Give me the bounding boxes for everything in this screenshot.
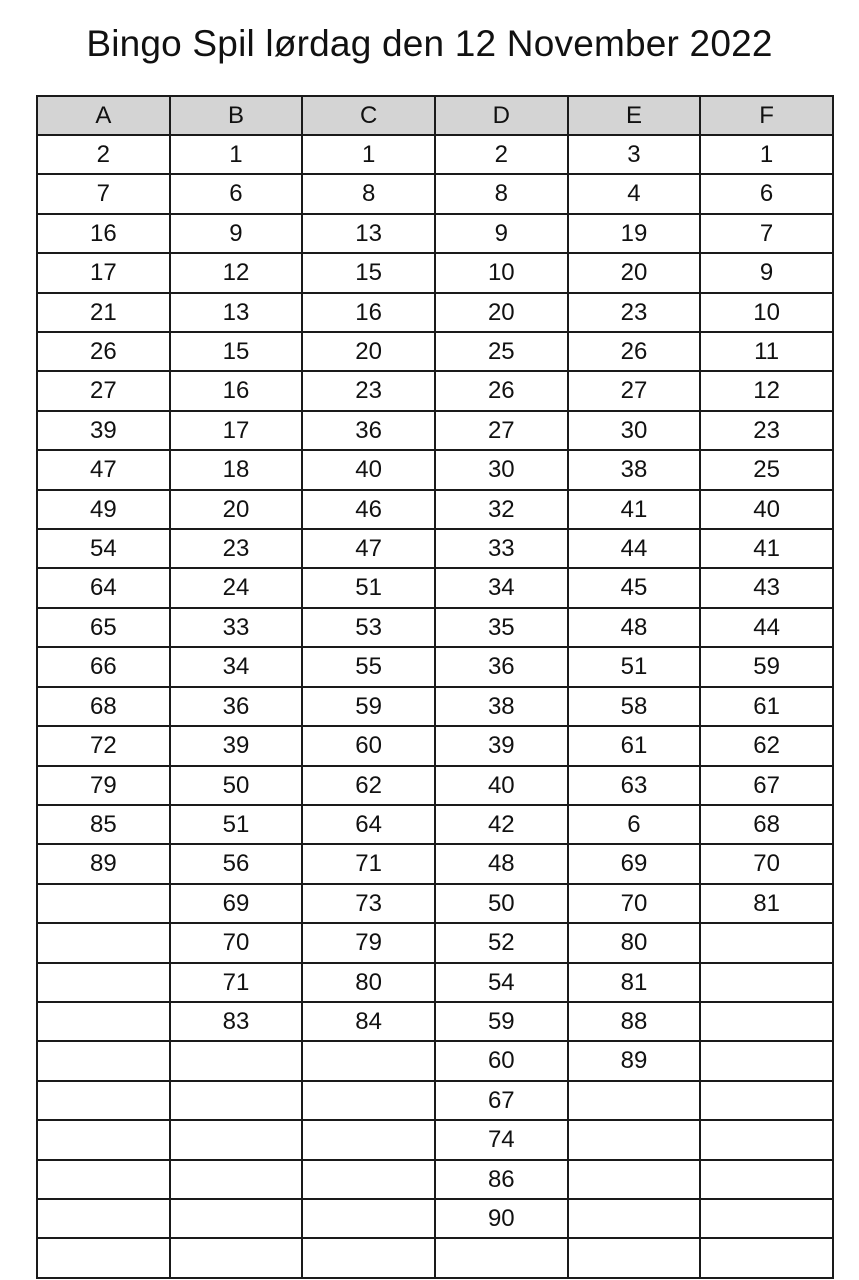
table-cell-a: 47	[37, 450, 170, 489]
table-cell-a: 39	[37, 411, 170, 450]
table-cell-b: 24	[170, 568, 303, 607]
table-cell-c	[302, 1238, 435, 1277]
table-cell-a: 2	[37, 135, 170, 174]
table-cell-d: 86	[435, 1160, 568, 1199]
table-cell-d: 25	[435, 332, 568, 371]
table-cell-c: 16	[302, 293, 435, 332]
table-cell-e: 58	[568, 687, 701, 726]
table-cell-c: 1	[302, 135, 435, 174]
table-cell-b	[170, 1238, 303, 1277]
table-cell-d: 26	[435, 371, 568, 410]
table-cell-a: 72	[37, 726, 170, 765]
table-cell-f: 81	[700, 884, 833, 923]
table-cell-d: 40	[435, 766, 568, 805]
table-cell-e	[568, 1199, 701, 1238]
table-row	[37, 687, 833, 726]
table-cell-a	[37, 923, 170, 962]
table-cell-e	[568, 1160, 701, 1199]
column-header-b: B	[170, 96, 303, 135]
table-cell-a: 65	[37, 608, 170, 647]
table-cell-e: 81	[568, 963, 701, 1002]
table-cell-a: 89	[37, 844, 170, 883]
table-row	[37, 766, 833, 805]
table-row	[37, 174, 833, 213]
table-cell-e: 48	[568, 608, 701, 647]
table-cell-b	[170, 1199, 303, 1238]
table-cell-e: 44	[568, 529, 701, 568]
table-row	[37, 1120, 833, 1159]
table-cell-f: 68	[700, 805, 833, 844]
table-cell-b	[170, 1120, 303, 1159]
column-header-f: F	[700, 96, 833, 135]
table-cell-e: 88	[568, 1002, 701, 1041]
table-cell-c: 46	[302, 490, 435, 529]
table-row	[37, 1002, 833, 1041]
table-cell-c: 8	[302, 174, 435, 213]
table-cell-b: 13	[170, 293, 303, 332]
table-cell-a: 26	[37, 332, 170, 371]
table-cell-b: 36	[170, 687, 303, 726]
table-cell-e: 23	[568, 293, 701, 332]
table-cell-a	[37, 1199, 170, 1238]
table-cell-d: 35	[435, 608, 568, 647]
table-cell-c: 73	[302, 884, 435, 923]
table-cell-b: 1	[170, 135, 303, 174]
table-cell-d: 9	[435, 214, 568, 253]
table-cell-c: 36	[302, 411, 435, 450]
table-cell-f: 9	[700, 253, 833, 292]
table-cell-e: 27	[568, 371, 701, 410]
table-cell-d: 38	[435, 687, 568, 726]
table-cell-b: 34	[170, 647, 303, 686]
table-cell-a: 16	[37, 214, 170, 253]
table-cell-c: 71	[302, 844, 435, 883]
table-cell-c: 20	[302, 332, 435, 371]
table-cell-b: 6	[170, 174, 303, 213]
table-cell-d: 27	[435, 411, 568, 450]
table-cell-a: 54	[37, 529, 170, 568]
table-cell-a	[37, 1002, 170, 1041]
table-cell-a: 68	[37, 687, 170, 726]
table-header-row	[37, 96, 833, 135]
table-cell-a	[37, 884, 170, 923]
table-cell-b	[170, 1041, 303, 1080]
table-cell-e: 20	[568, 253, 701, 292]
column-header-e: E	[568, 96, 701, 135]
table-cell-e: 30	[568, 411, 701, 450]
table-cell-e: 4	[568, 174, 701, 213]
table-cell-c	[302, 1160, 435, 1199]
table-cell-d: 90	[435, 1199, 568, 1238]
table-row	[37, 923, 833, 962]
table-cell-b: 69	[170, 884, 303, 923]
table-cell-e: 3	[568, 135, 701, 174]
table-cell-c: 59	[302, 687, 435, 726]
table-cell-b: 12	[170, 253, 303, 292]
table-cell-f: 23	[700, 411, 833, 450]
table-cell-a	[37, 1120, 170, 1159]
table-cell-f	[700, 923, 833, 962]
table-cell-f	[700, 1199, 833, 1238]
table-cell-e: 80	[568, 923, 701, 962]
table-cell-f	[700, 1081, 833, 1120]
table-cell-d: 60	[435, 1041, 568, 1080]
table-cell-b: 70	[170, 923, 303, 962]
table-row	[37, 1238, 833, 1277]
table-cell-f: 44	[700, 608, 833, 647]
table-cell-d: 34	[435, 568, 568, 607]
table-cell-d: 67	[435, 1081, 568, 1120]
table-cell-f	[700, 1238, 833, 1277]
table-cell-d: 33	[435, 529, 568, 568]
table-cell-e	[568, 1238, 701, 1277]
table-row	[37, 647, 833, 686]
table-cell-f: 11	[700, 332, 833, 371]
table-row	[37, 1041, 833, 1080]
table-cell-a: 79	[37, 766, 170, 805]
table-cell-e: 61	[568, 726, 701, 765]
table-row	[37, 568, 833, 607]
table-cell-f: 40	[700, 490, 833, 529]
page-title: Bingo Spil lørdag den 12 November 2022	[86, 23, 773, 64]
table-cell-e: 69	[568, 844, 701, 883]
table-cell-a	[37, 1041, 170, 1080]
table-cell-d: 48	[435, 844, 568, 883]
table-row	[37, 844, 833, 883]
table-cell-d: 42	[435, 805, 568, 844]
table-cell-c: 13	[302, 214, 435, 253]
table-cell-b	[170, 1081, 303, 1120]
table-cell-e: 89	[568, 1041, 701, 1080]
table-row	[37, 332, 833, 371]
table-cell-a	[37, 1238, 170, 1277]
table-cell-a: 66	[37, 647, 170, 686]
table-cell-d: 10	[435, 253, 568, 292]
table-cell-d: 2	[435, 135, 568, 174]
table-cell-b	[170, 1160, 303, 1199]
table-cell-d: 8	[435, 174, 568, 213]
table-row	[37, 371, 833, 410]
table-cell-c	[302, 1081, 435, 1120]
table-cell-a	[37, 1081, 170, 1120]
table-cell-b: 16	[170, 371, 303, 410]
table-cell-d: 36	[435, 647, 568, 686]
table-cell-c: 40	[302, 450, 435, 489]
table-cell-b: 50	[170, 766, 303, 805]
table-cell-c: 79	[302, 923, 435, 962]
table-cell-b: 15	[170, 332, 303, 371]
table-cell-b: 17	[170, 411, 303, 450]
table-cell-f: 67	[700, 766, 833, 805]
table-cell-a: 17	[37, 253, 170, 292]
table-cell-d: 32	[435, 490, 568, 529]
table-row	[37, 411, 833, 450]
table-cell-c: 84	[302, 1002, 435, 1041]
table-cell-f: 62	[700, 726, 833, 765]
table-cell-c: 15	[302, 253, 435, 292]
table-cell-b: 71	[170, 963, 303, 1002]
column-header-a: A	[37, 96, 170, 135]
table-cell-b: 23	[170, 529, 303, 568]
table-cell-a: 27	[37, 371, 170, 410]
table-cell-d: 59	[435, 1002, 568, 1041]
table-cell-e: 38	[568, 450, 701, 489]
table-cell-a: 85	[37, 805, 170, 844]
table-cell-c: 23	[302, 371, 435, 410]
table-cell-f: 70	[700, 844, 833, 883]
table-cell-d: 39	[435, 726, 568, 765]
table-cell-e: 19	[568, 214, 701, 253]
table-cell-a: 49	[37, 490, 170, 529]
table-cell-e	[568, 1081, 701, 1120]
table-cell-f	[700, 1002, 833, 1041]
table-cell-f: 10	[700, 293, 833, 332]
table-cell-d: 30	[435, 450, 568, 489]
table-cell-c: 55	[302, 647, 435, 686]
table-body	[37, 135, 833, 1278]
table-cell-e: 26	[568, 332, 701, 371]
table-cell-f: 61	[700, 687, 833, 726]
table-cell-d	[435, 1238, 568, 1277]
table-cell-f: 12	[700, 371, 833, 410]
table-cell-a	[37, 963, 170, 1002]
table-cell-b: 39	[170, 726, 303, 765]
table-row	[37, 214, 833, 253]
table-row	[37, 884, 833, 923]
table-row	[37, 608, 833, 647]
table-cell-e: 63	[568, 766, 701, 805]
table-cell-c: 47	[302, 529, 435, 568]
table-cell-c: 60	[302, 726, 435, 765]
table-cell-b: 20	[170, 490, 303, 529]
table-cell-b: 9	[170, 214, 303, 253]
table-row	[37, 963, 833, 1002]
table-cell-f: 59	[700, 647, 833, 686]
table-cell-c: 80	[302, 963, 435, 1002]
table-row	[37, 450, 833, 489]
table-cell-e: 6	[568, 805, 701, 844]
table-cell-b: 56	[170, 844, 303, 883]
table-row	[37, 135, 833, 174]
table-cell-c: 64	[302, 805, 435, 844]
table-cell-c	[302, 1041, 435, 1080]
table-row	[37, 293, 833, 332]
table-cell-e	[568, 1120, 701, 1159]
table-cell-d: 52	[435, 923, 568, 962]
column-header-d: D	[435, 96, 568, 135]
table-row	[37, 1199, 833, 1238]
table-row	[37, 726, 833, 765]
table-cell-b: 83	[170, 1002, 303, 1041]
table-cell-c: 62	[302, 766, 435, 805]
table-cell-d: 50	[435, 884, 568, 923]
table-cell-f: 7	[700, 214, 833, 253]
table-cell-f: 6	[700, 174, 833, 213]
column-header-c: C	[302, 96, 435, 135]
table-cell-a	[37, 1160, 170, 1199]
table-row	[37, 490, 833, 529]
table-cell-b: 51	[170, 805, 303, 844]
table-cell-f	[700, 1160, 833, 1199]
table-cell-a: 21	[37, 293, 170, 332]
table-cell-c	[302, 1120, 435, 1159]
table-cell-a: 64	[37, 568, 170, 607]
table-row	[37, 253, 833, 292]
table-row	[37, 529, 833, 568]
table-cell-e: 51	[568, 647, 701, 686]
table-cell-e: 45	[568, 568, 701, 607]
table-cell-d: 54	[435, 963, 568, 1002]
table-cell-b: 18	[170, 450, 303, 489]
table-cell-b: 33	[170, 608, 303, 647]
table-cell-d: 74	[435, 1120, 568, 1159]
table-cell-c: 51	[302, 568, 435, 607]
table-cell-c: 53	[302, 608, 435, 647]
table-cell-f	[700, 1041, 833, 1080]
bingo-numbers-table	[36, 95, 834, 1279]
table-cell-f: 1	[700, 135, 833, 174]
table-row	[37, 805, 833, 844]
table-cell-e: 70	[568, 884, 701, 923]
table-cell-e: 41	[568, 490, 701, 529]
table-cell-f: 43	[700, 568, 833, 607]
table-row	[37, 1160, 833, 1199]
table-row	[37, 1081, 833, 1120]
table-cell-f	[700, 963, 833, 1002]
table-cell-c	[302, 1199, 435, 1238]
table-cell-f: 25	[700, 450, 833, 489]
table-cell-d: 20	[435, 293, 568, 332]
table-cell-f: 41	[700, 529, 833, 568]
table-cell-f	[700, 1120, 833, 1159]
table-cell-a: 7	[37, 174, 170, 213]
